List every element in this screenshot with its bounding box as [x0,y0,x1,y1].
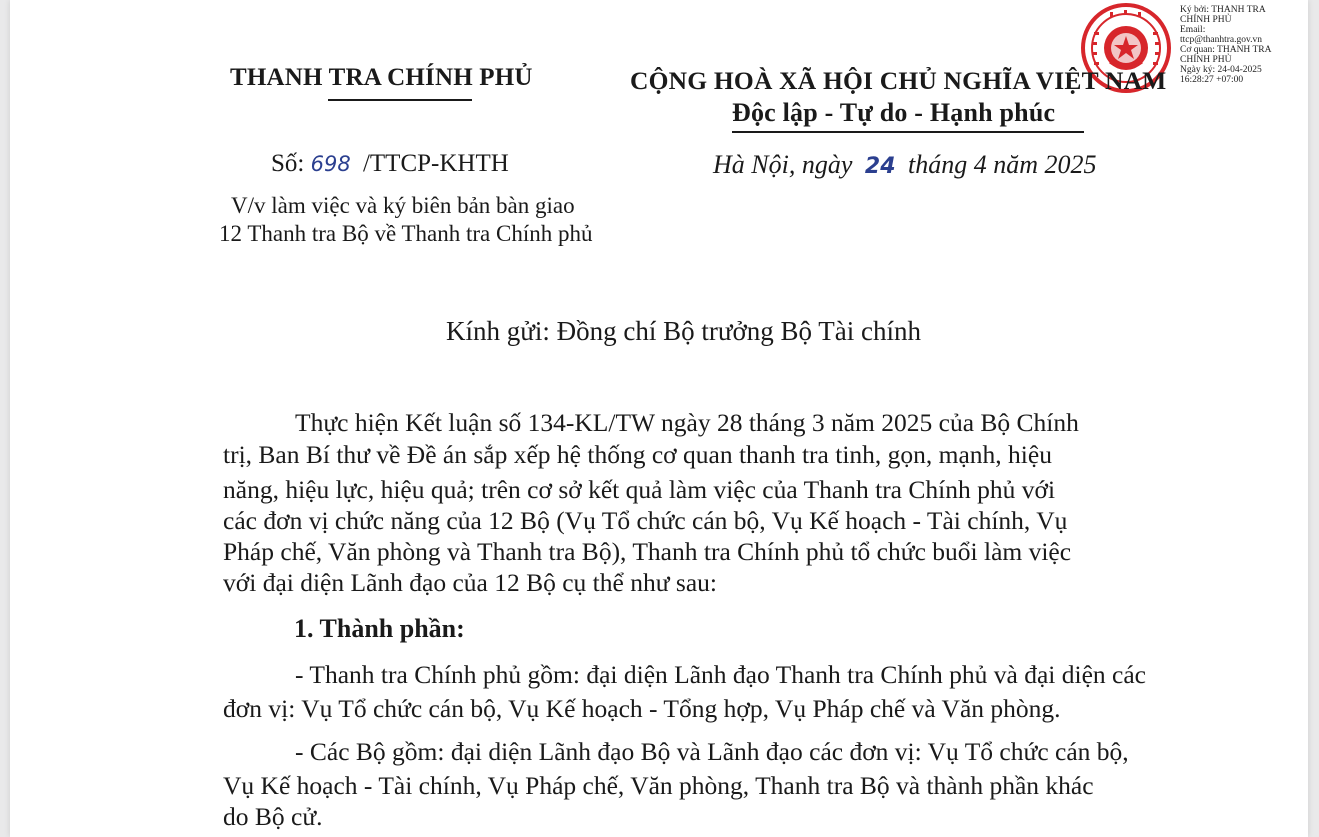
signature-line: CHÍNH PHỦ [1180,55,1232,65]
body-line: trị, Ban Bí thư về Đề án sắp xếp hệ thống cơ quan thanh tra tinh, gọn, mạnh, hiệu [223,440,1052,469]
date-day-handwritten: 24 [864,154,896,179]
document-page [10,0,1308,837]
date-suffix: tháng 4 năm 2025 [908,150,1097,179]
signature-line: ttcp@thanhtra.gov.vn [1180,35,1263,45]
body-line: các đơn vị chức năng của 12 Bộ (Vụ Tổ chức cán bộ, Vụ Kế hoạch - Tài chính, Vụ [223,506,1068,535]
document-date [713,150,1097,180]
document-number [271,150,509,178]
number-suffix: /TTCP-KHTH [362,150,509,177]
section-title: 1. Thành phần: [294,614,465,643]
signature-line: Ký bởi: THANH TRA [1180,5,1266,15]
national-motto: Độc lập - Tự do - Hạnh phúc [732,98,1056,127]
body-line: - Các Bộ gồm: đại diện Lãnh đạo Bộ và Lãnh đạo các đơn vị: Vụ Tổ chức cán bộ, [295,737,1129,766]
body-line: đơn vị: Vụ Tổ chức cán bộ, Vụ Kế hoạch - Tổng hợp, Vụ Pháp chế và Văn phòng. [223,694,1061,723]
signature-line: 16:28:27 +07:00 [1180,75,1244,85]
agency-name: THANH TRA CHÍNH PHỦ [230,64,533,91]
agency-underline [328,99,472,101]
number-prefix: Số: [271,150,305,177]
body-line: với đại diện Lãnh đạo của 12 Bộ cụ thể như sau: [223,568,717,597]
body-line: năng, hiệu lực, hiệu quả; trên cơ sở kết quả làm việc của Thanh tra Chính phủ với [223,475,1056,504]
signature-line: Email: [1180,25,1206,35]
signature-line: Cơ quan: THANH TRA [1180,45,1272,55]
signature-line: Ngày ký: 24-04-2025 [1180,65,1262,75]
body-line: do Bộ cử. [223,802,323,831]
body-line: - Thanh tra Chính phủ gồm: đại diện Lãnh đạo Thanh tra Chính phủ và đại diện các [295,660,1146,689]
recipient-line: Kính gửi: Đồng chí Bộ trưởng Bộ Tài chính [446,316,922,346]
country-name: CỘNG HOÀ XÃ HỘI CHỦ NGHĨA VIỆT NAM [630,66,1167,95]
motto-underline [732,131,1084,133]
body-line: Pháp chế, Văn phòng và Thanh tra Bộ), Thanh tra Chính phủ tổ chức buổi làm việc [223,537,1072,566]
number-handwritten: 698 [310,152,351,176]
body-line: Thực hiện Kết luận số 134-KL/TW ngày 28 tháng 3 năm 2025 của Bộ Chính [295,408,1079,437]
signature-line: CHÍNH PHỦ [1180,15,1232,25]
body-line: Vụ Kế hoạch - Tài chính, Vụ Pháp chế, Văn phòng, Thanh tra Bộ và thành phần khác [223,771,1094,800]
date-prefix: Hà Nội, ngày [713,150,853,179]
subject-line: V/v làm việc và ký biên bản bàn giao [231,193,575,218]
subject-line: 12 Thanh tra Bộ về Thanh tra Chính phủ [219,221,593,246]
digital-signature-info [1180,5,1272,85]
